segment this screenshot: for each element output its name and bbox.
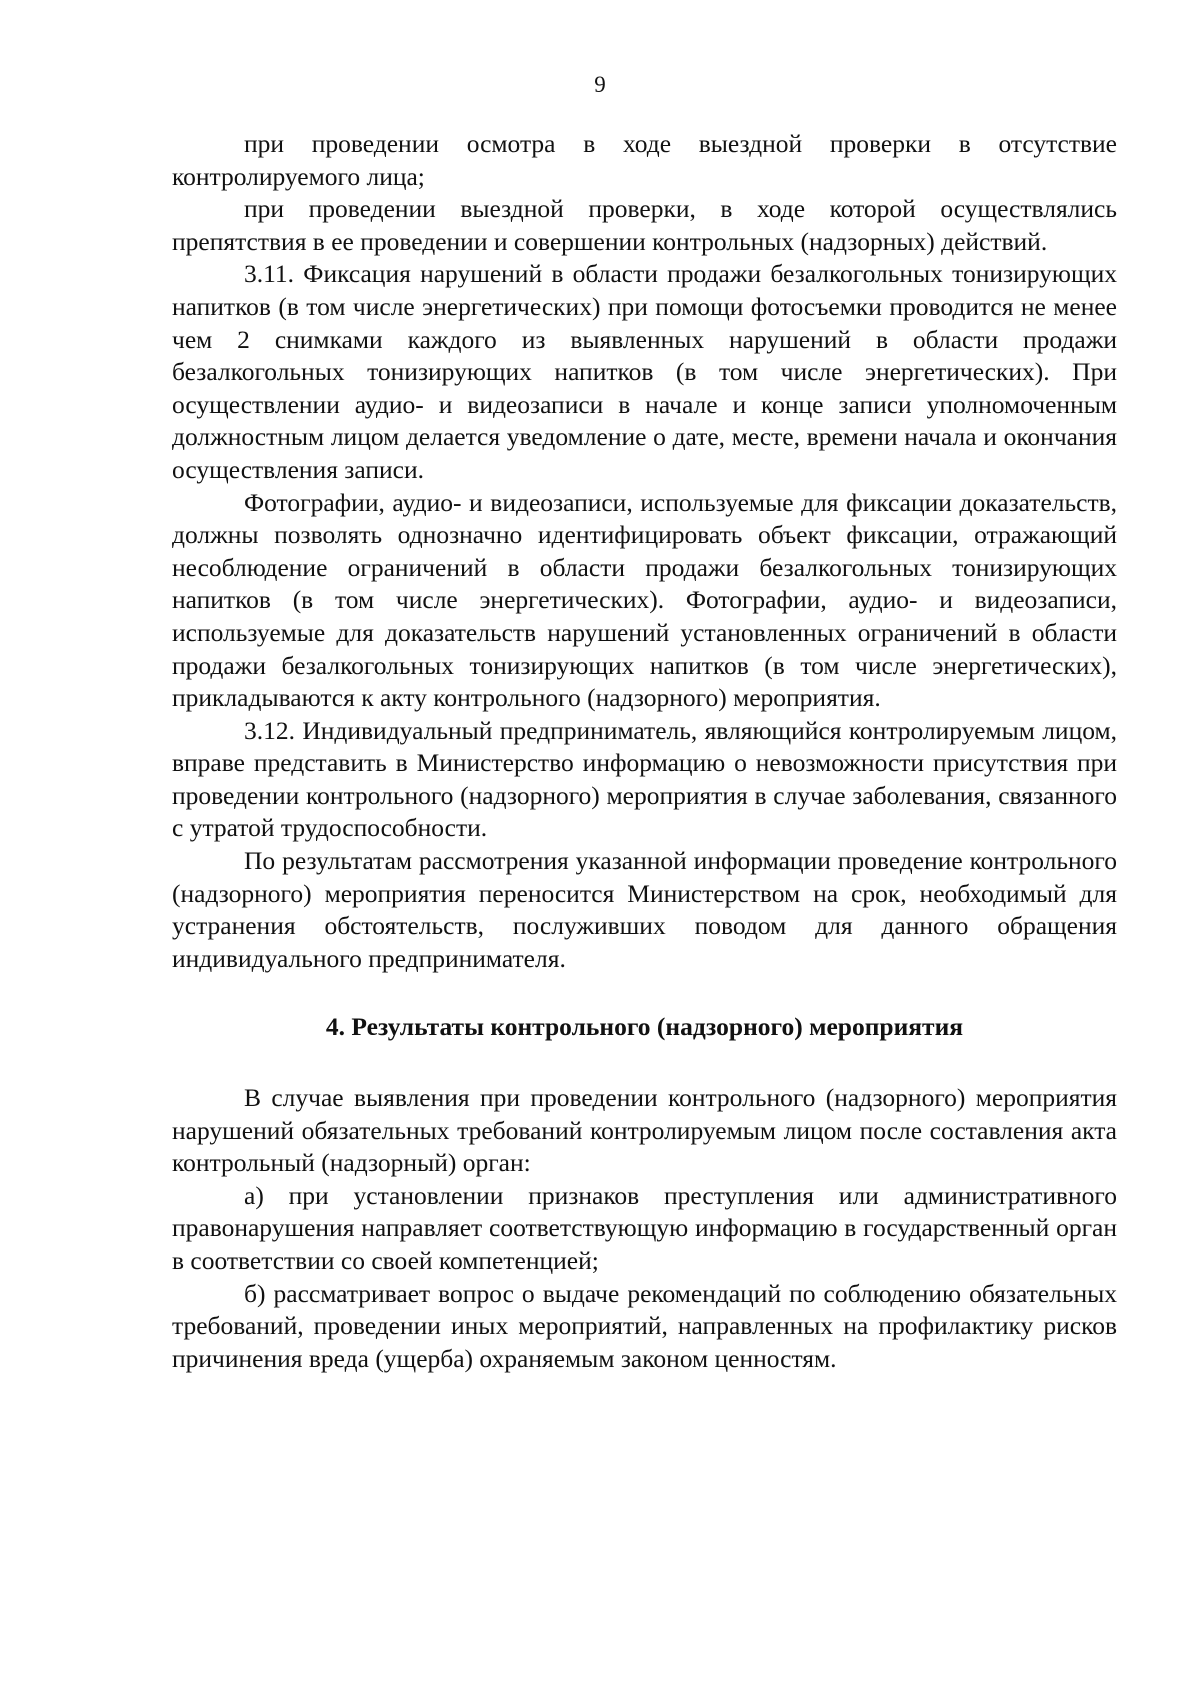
- list-item-b: б) рассматривает вопрос о выдаче рекомендаций по соблюдению обязательных требований, проведении иных мероприятий, направленных на профилактику рисков причинения вреда (ущерба) охраняемым законом ценностям.: [172, 1278, 1117, 1373]
- paragraph-3-11: 3.11. Фиксация нарушений в области продажи безалкогольных тонизирующих напитков (в том числе энергетических) при помощи фотосъемки проводится не менее чем 2 снимками каждого из выявленных нарушений в области продажи безалкогольных тонизирующих напитков (в том числе энергетических). При осуществлении аудио- и видеозаписи в начале и конце записи уполномоченным должностным лицом делается уведомление о дате, месте, времени начала и окончания осуществления записи.: [172, 259, 1117, 484]
- paragraph: Фотографии, аудио- и видеозаписи, используемые для фиксации доказательств, должны позволять однозначно идентифицировать объект фиксации, отражающий несоблюдение ограничений в области продажи безалкогольных тонизирующих напитков (в том числе энергетических). Фотографии, аудио- и видеозаписи, используемые для доказательств нарушений установленных ограничений в области продажи безалкогольных тонизирующих напитков (в том числе энергетических), прикладываются к акту контрольного (надзорного) мероприятия.: [172, 487, 1117, 713]
- paragraph: при проведении выездной проверки, в ходе которой осуществлялись препятствия в ее проведении и совершении контрольных (надзорных) действий.: [172, 194, 1117, 256]
- paragraph: По результатам рассмотрения указанной информации проведение контрольного (надзорного) мероприятия переносится Министерством на срок, необходимый для устранения обстоятельств, послуживших поводом для данного обращения индивидуального предпринимателя.: [172, 846, 1117, 973]
- list-item-a: а) при установлении признаков преступления или административного правонарушения направляет соответствующую информацию в государственный орган в соответствии со своей компетенцией;: [172, 1180, 1117, 1275]
- document-body: [172, 128, 1117, 1375]
- paragraph-3-12: 3.12. Индивидуальный предприниматель, являющийся контролируемым лицом, вправе представить в Министерство информацию о невозможности присутствия при проведении контрольного (надзорного) мероприятия в случае заболевания, связанного с утратой трудоспособности.: [172, 715, 1117, 843]
- paragraph: при проведении осмотра в ходе выездной проверки в отсутствие контролируемого лица;: [172, 129, 1117, 191]
- paragraph: В случае выявления при проведении контрольного (надзорного) мероприятия нарушений обязательных требований контролируемым лицом после составления акта контрольный (надзорный) орган:: [172, 1083, 1117, 1178]
- section-heading: 4. Результаты контрольного (надзорного) мероприятия: [325, 1012, 964, 1042]
- page-number: 9: [594, 72, 606, 97]
